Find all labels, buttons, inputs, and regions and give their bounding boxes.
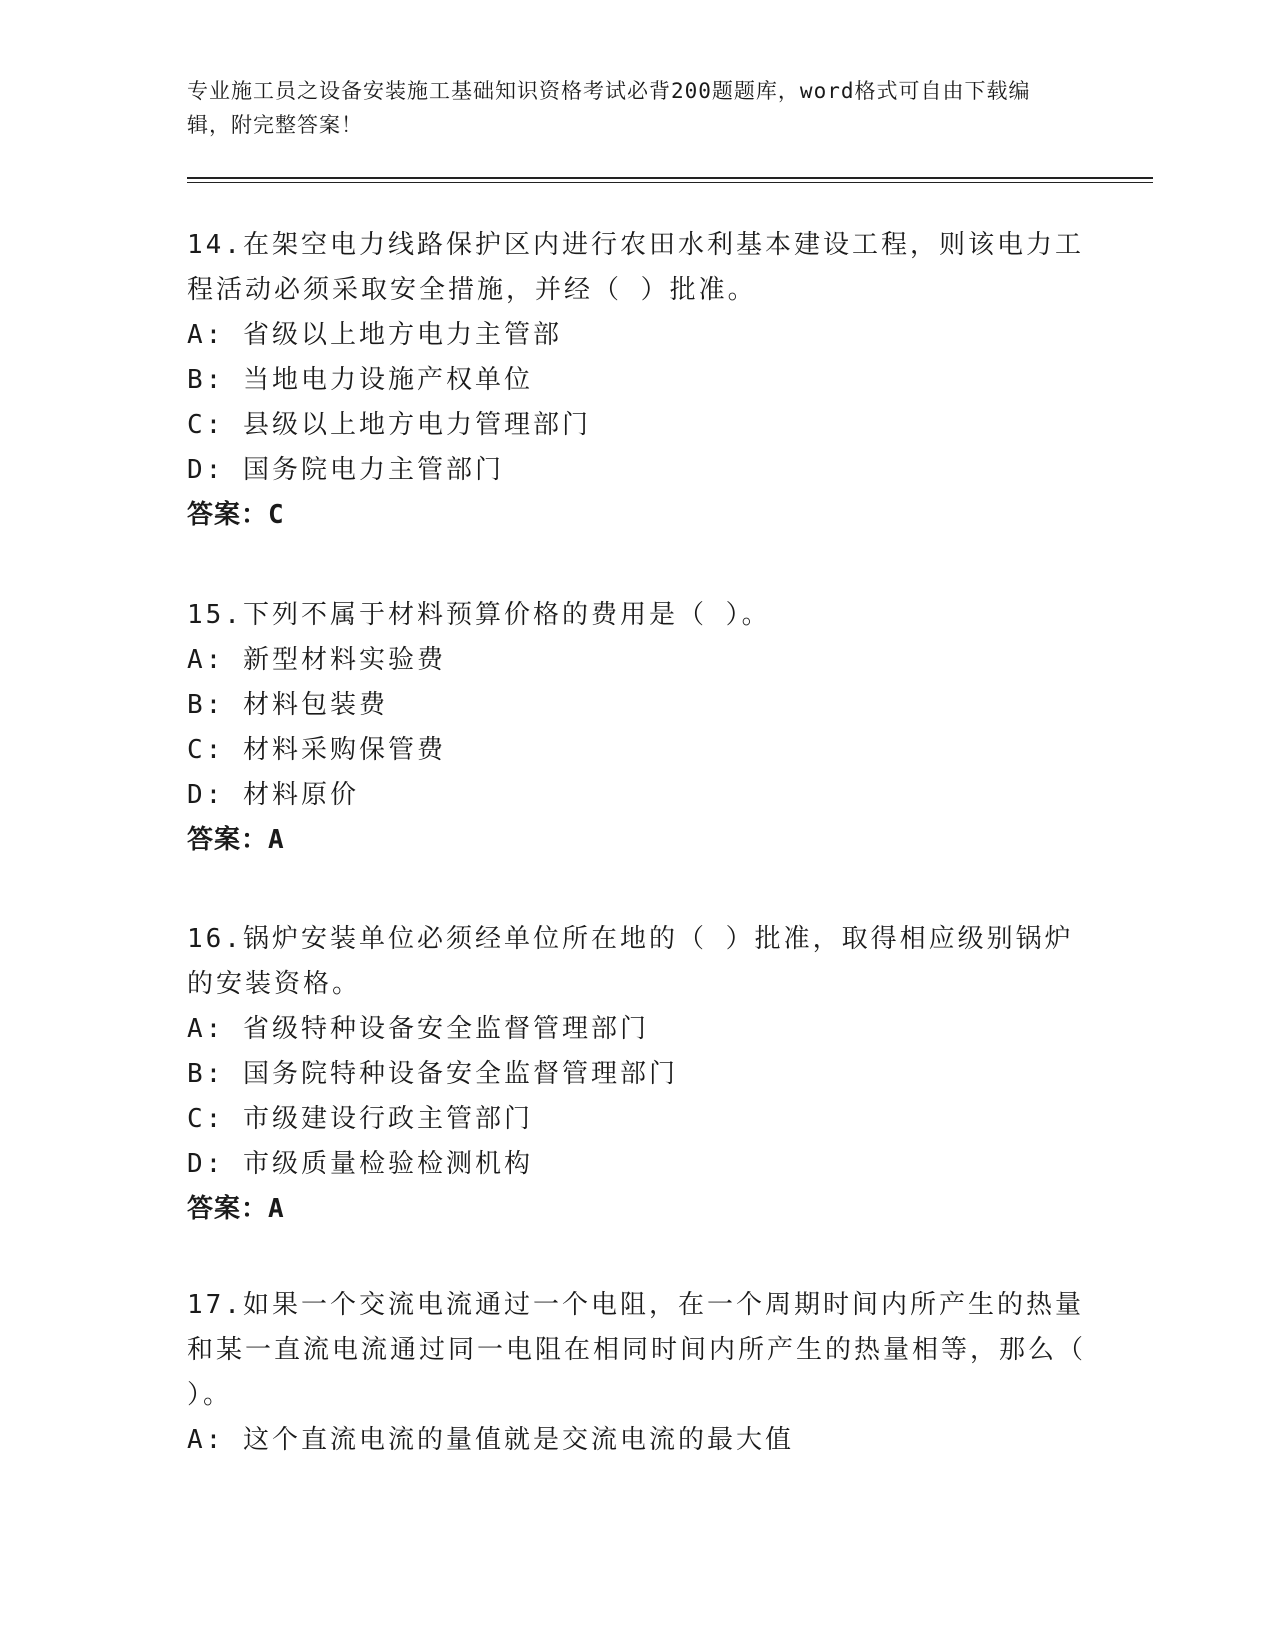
answer-label: 答案：A — [187, 825, 285, 855]
option-d: D: 市级质量检验检测机构 — [187, 1149, 533, 1179]
question-stem: 15.下列不属于材料预算价格的费用是（ ）。 — [187, 600, 771, 630]
question-14 — [187, 223, 1087, 538]
option-a: A: 省级特种设备安全监督管理部门 — [187, 1014, 649, 1044]
option-a: A: 省级以上地方电力主管部 — [187, 320, 562, 350]
question-stem: 14.在架空电力线路保护区内进行农田水利基本建设工程，则该电力工程活动必须采取安全措施，并经（ ）批准。 — [187, 230, 1084, 305]
option-b: B: 国务院特种设备安全监督管理部门 — [187, 1059, 678, 1089]
document-header: 专业施工员之设备安装施工基础知识资格考试必背200题题库，word格式可自由下载编辑，附完整答案！ — [187, 79, 1031, 137]
answer-label: 答案：A — [187, 1194, 285, 1224]
question-stem: 17.如果一个交流电流通过一个电阻，在一个周期时间内所产生的热量和某一直流电流通过同一电阻在相同时间内所产生的热量相等，那么（ ）。 — [187, 1290, 1087, 1410]
option-a: A: 新型材料实验费 — [187, 645, 446, 675]
question-16 — [187, 917, 1087, 1232]
option-c: C: 县级以上地方电力管理部门 — [187, 410, 591, 440]
question-stem: 16.锅炉安装单位必须经单位所在地的（ ）批准，取得相应级别锅炉的安装资格。 — [187, 924, 1074, 999]
option-d: D: 国务院电力主管部门 — [187, 455, 504, 485]
option-c: C: 材料采购保管费 — [187, 735, 446, 765]
option-c: C: 市级建设行政主管部门 — [187, 1104, 533, 1134]
option-b: B: 当地电力设施产权单位 — [187, 365, 533, 395]
option-a: A: 这个直流电流的量值就是交流电流的最大值 — [187, 1425, 794, 1455]
answer-label: 答案：C — [187, 500, 285, 530]
header-divider-thin — [187, 182, 1153, 183]
option-d: D: 材料原价 — [187, 780, 359, 810]
question-15 — [187, 593, 1087, 863]
option-b: B: 材料包装费 — [187, 690, 388, 720]
header-divider-thick — [187, 177, 1153, 179]
question-17 — [187, 1283, 1087, 1463]
